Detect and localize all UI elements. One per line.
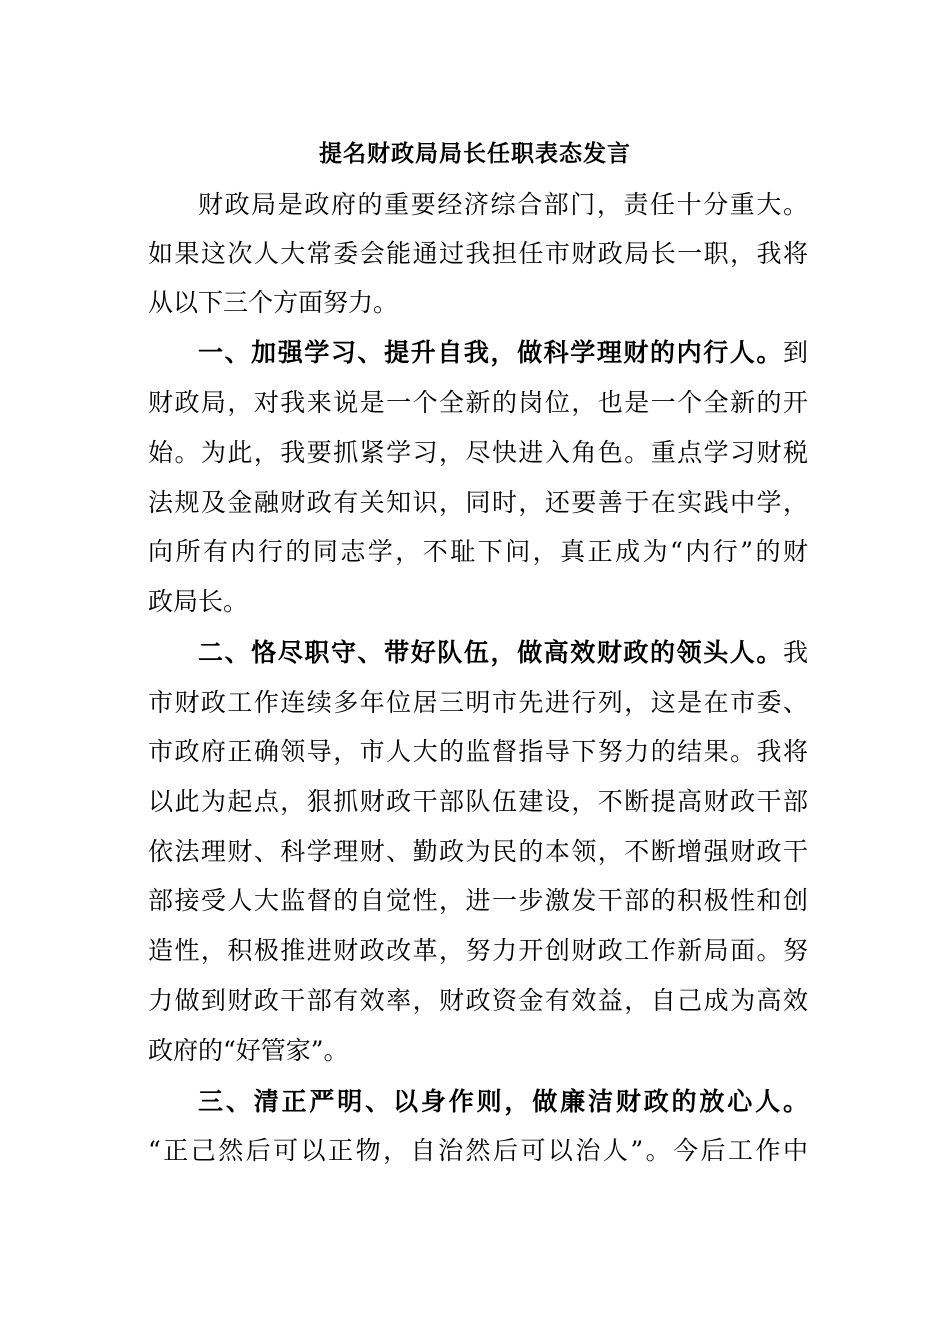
line-text: 造性，积极推进财政改革，努力开创财政工作新局面。努: [148, 936, 808, 965]
line-text: 财政局，对我来说是一个全新的岗位，也是一个全新的开: [148, 388, 808, 417]
line-text: 始。为此，我要抓紧学习，尽快进入角色。重点学习财税: [148, 438, 808, 467]
paragraph-line: [148, 727, 808, 777]
document-title: 提名财政局局长任职表态发言: [319, 140, 631, 167]
line-text: 市政府正确领导，市人大的监督指导下努力的结果。我将: [148, 737, 808, 766]
line-text: 财政局是政府的重要经济综合部门，责任十分重大。: [198, 190, 808, 219]
line-text: 法规及金融财政有关知识，同时，还要善于在实践中学，: [148, 488, 808, 517]
line-text: “正己然后可以正物，自治然后可以治人”。今后工作中: [148, 1136, 808, 1165]
line-text: 以此为起点，狠抓财政干部队伍建设，不断提高财政干部: [148, 787, 808, 816]
paragraph-line: [148, 378, 808, 428]
line-text: 我: [782, 638, 808, 667]
paragraph-line: [148, 976, 808, 1026]
paragraph-line: [148, 478, 808, 528]
paragraph-line: [148, 527, 808, 577]
paragraph-line: [148, 1126, 808, 1176]
line-text: 市财政工作连续多年位居三明市先进行列，这是在市委、: [148, 688, 808, 717]
paragraph-line: [148, 678, 808, 728]
paragraph-line: [148, 278, 808, 328]
line-text: 部接受人大监督的自觉性，进一步激发干部的积极性和创: [148, 886, 808, 915]
line-text: 依法理财、科学理财、勤政为民的本领，不断增强财政干: [148, 837, 808, 866]
line-text: 如果这次人大常委会能通过我担任市财政局长一职，我将: [148, 239, 808, 268]
paragraph-line: [148, 428, 808, 478]
line-text: 力做到财政干部有效率，财政资金有效益，自己成为高效: [148, 986, 808, 1015]
line-text: 到: [782, 338, 808, 367]
line-text: 向所有内行的同志学，不耻下问，真正成为“内行”的财: [148, 537, 808, 566]
section-heading: 一、加强学习、提升自我，做科学理财的内行人。: [198, 338, 783, 367]
paragraph-line: [148, 229, 808, 279]
paragraph-line: [148, 180, 808, 230]
paragraph-line: [148, 577, 808, 627]
line-text: 政府的“好管家”。: [148, 1036, 349, 1065]
paragraph-line: [148, 328, 808, 378]
line-text: 政局长。: [148, 587, 249, 616]
line-text: 从以下三个方面努力。: [148, 288, 399, 317]
paragraph-line: [148, 777, 808, 827]
section-heading: 二、恪尽职守、带好队伍，做高效财政的领头人。: [198, 638, 783, 667]
paragraph-line: [148, 628, 808, 678]
section-heading: 三、清正严明、以身作则，做廉洁财政的放心人。: [198, 1087, 808, 1116]
paragraph-line: [148, 1077, 808, 1127]
paragraph-line: [148, 926, 808, 976]
paragraph-line: [148, 827, 808, 877]
paragraph-line: [148, 876, 808, 926]
paragraph-line: [148, 1026, 808, 1076]
